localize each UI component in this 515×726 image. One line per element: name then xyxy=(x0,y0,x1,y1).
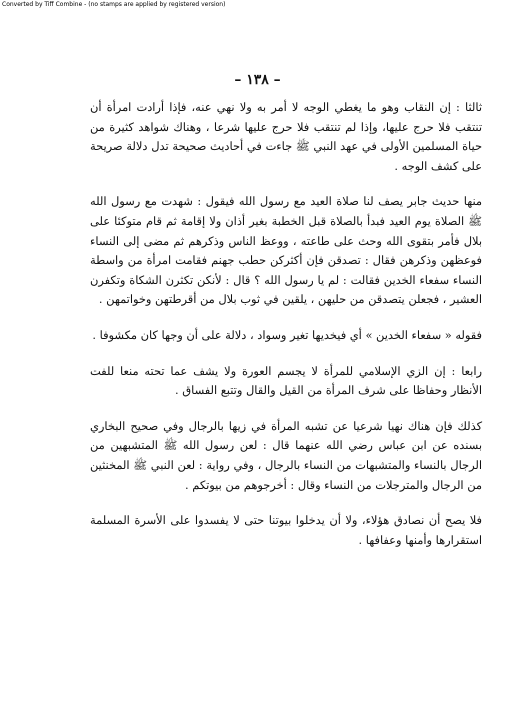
page-number: – ١٣٨ – xyxy=(234,72,281,88)
paragraph-2: منها حديث جابر يصف لنا صلاة العيد مع رسول الله فيقول : شهدت مع رسول الله ﷺ الصلاة يوم العيد فبدأ بالصلاة قبل الخطبة بغير أذان ولا إقامة ثم قام متوكئا على بلال فأمر بتقوى الله وحث على طاعته ، ووعظ الناس وذكرهم ثم مضى إلى النساء فوعظهن وذكرهن فقال : تصدقن فإن أكثركن حطب جهنم فقامت امرأة من واسطة النساء سفعاء الخدين فقالت : لم يا رسول الله ؟ قال : لأنكن تكثرن الشكاة وتكفرن العشير ، فجعلن يتصدقن من حليهن ، يلقين في ثوب بلال من أقرطتهن وخواتمهن . xyxy=(90,194,482,307)
paragraph-6: فلا يصح أن نصادق هؤلاء، ولا أن يدخلوا بيوتنا حتى لا يفسدوا على الأسرة المسلمة استقرارها وأمنها وعفافها . xyxy=(90,513,482,547)
converter-banner: Converted by Tiff Combine - (no stamps are applied by registered version) xyxy=(2,1,226,8)
paragraph-3: فقوله « سفعاء الخدين » أي فيخديها تغير وسواد ، دلالة على أن وجها كان مكشوفا . xyxy=(92,327,482,342)
page-body xyxy=(90,98,482,550)
paragraph-5: كذلك فإن هناك نهيا شرعيا عن تشبه المرأة في زيها بالرجال وفي صحيح البخاري بسنده عن ابن عباس رضي الله عنهما قال : لعن رسول الله ﷺ المتشبهين من الرجال بالنساء والمتشبهات من النساء بالرجال ، وفي رواية : لعن النبي ﷺ المخنثين من الرجال والمترجلات من النساء وقال : أخرجوهم من بيوتكم . xyxy=(90,418,482,492)
paragraph-1: ثالثا : إن النقاب وهو ما يغطي الوجه لا أمر به ولا نهي عنه، فإذا أرادت امرأة أن تنتقب فلا حرج عليها، وإذا لم تنتقب فلا حرج عليها شرعا ، وهناك شواهد كثيرة من حياة المسلمين الأولى في عهد النبي ﷺ جاءت في أحاديث صحيحة تدل دلالة صريحة على كشف الوجه . xyxy=(90,100,482,173)
paragraph-4: رابعا : إن الزي الإسلامي للمرأة لا يجسم العورة ولا يشف عما تحته منعا للفت الأنظار وحفاظا على شرف المرأة من القيل والقال وتتبع الفساق . xyxy=(90,363,482,398)
